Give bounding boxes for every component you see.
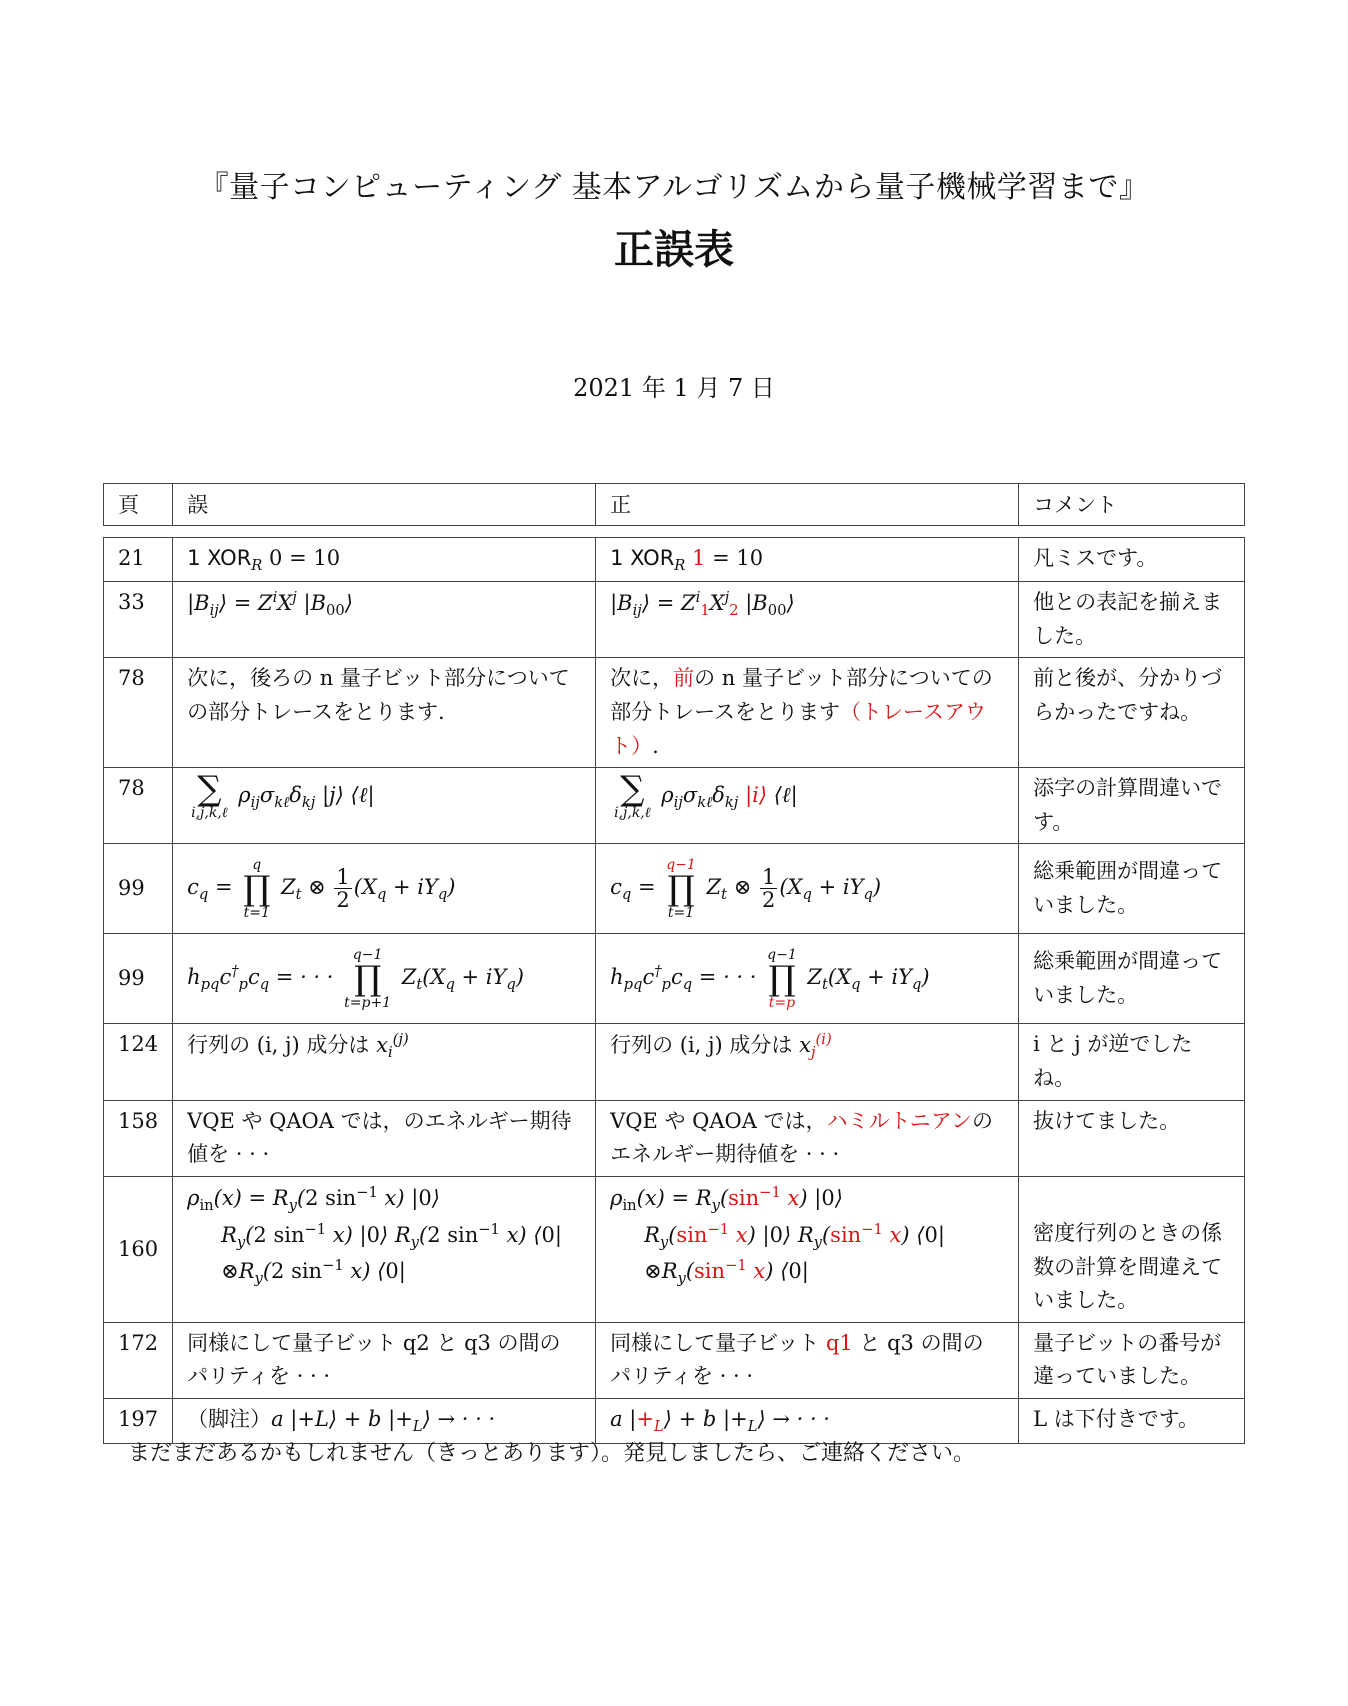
table-row — [103, 767, 1245, 843]
table-row — [103, 1176, 1245, 1322]
row-comment: 添字の計算間違いです。 — [1018, 767, 1245, 843]
table-row — [103, 537, 1245, 582]
row-wrong: $\rho_{in}(x) = R_y(2$ $\sin^{-1} x$) |0⟩ $R_y(2$ $\sin^{-1} x$) |0⟩ $R_y(2$ $\sin^{-1} x$) ⟨0| $\otimes R_y(2$ $\sin^{-1} x$) ⟨0| — [172, 1176, 595, 1322]
row-page: 78 — [103, 767, 172, 843]
row-right: 1 $XOR_R$ 1 = 10 — [595, 537, 1018, 582]
row-comment: 他との表記を揃えました。 — [1018, 581, 1245, 657]
row-comment: 量子ビットの番号が違っていました。 — [1018, 1322, 1245, 1398]
row-page: 33 — [103, 581, 172, 657]
table-header-row — [103, 483, 1245, 526]
table-row — [103, 1023, 1245, 1099]
row-right: 次に，前の n 量子ビット部分についての部分トレースをとります（トレースアウト）. — [595, 657, 1018, 767]
header-wrong: 誤 — [172, 483, 595, 526]
row-comment: 前と後が、分かりづらかったですね。 — [1018, 657, 1245, 767]
document-date: 2021 年 1 月 7 日 — [573, 374, 775, 402]
row-right: 同様にして量子ビット q1 と q3 の間のパリティを · · · — [595, 1322, 1018, 1398]
row-right: ∑ i,j,k,ℓ $\rho_{ij}\sigma_{k\ell}\delta_{kj}$ |i⟩ ⟨ℓ| — [595, 767, 1018, 843]
row-page: 197 — [103, 1398, 172, 1444]
row-wrong: $c_q$ = q ∏ t=1 $Z_t$ ⊗ $\frac{1}{2}$ $(X_q + iY_q)$ — [172, 843, 595, 933]
row-right: $|B_{ij}⟩ = Z^i_1X^j_2$ $|B_{00}⟩$ — [595, 581, 1018, 657]
document-footer: まだまだあるかもしれません（きっとあります）。発見しましたら、ご連絡ください。 — [128, 1441, 976, 1466]
row-comment: 密度行列のときの係数の計算を間違えていました。 — [1018, 1176, 1245, 1322]
row-comment: 総乗範囲が間違っていました。 — [1018, 843, 1245, 933]
row-page: 99 — [103, 843, 172, 933]
row-comment: 凡ミスです。 — [1018, 537, 1245, 582]
table-row — [103, 657, 1245, 767]
row-comment: i と j が逆でしたね。 — [1018, 1023, 1245, 1099]
row-wrong: （脚注）a |+L⟩ + b $|+_L⟩$ → · · · — [172, 1398, 595, 1444]
table-row — [103, 1322, 1245, 1398]
document-title: 『量子コンピューティング 基本アルゴリズムから量子機械学習まで』 — [198, 170, 1150, 205]
row-wrong: 1 $XOR_R$ 0 = 10 — [172, 537, 595, 582]
header-right: 正 — [595, 483, 1018, 526]
row-right: $c_q$ = q−1 ∏ t=1 $Z_t$ ⊗ $\frac{1}{2}$ $(X_q + iY_q)$ — [595, 843, 1018, 933]
row-page: 172 — [103, 1322, 172, 1398]
row-right: 行列の (i, j) 成分は $x_j^{(i)}$ — [595, 1023, 1018, 1099]
row-right: a $|+_L⟩ + b$ $|+_L⟩$ → · · · — [595, 1398, 1018, 1444]
row-wrong: ∑ i,j,k,ℓ $\rho_{ij}\sigma_{k\ell}\delta_{kj}$ |j⟩ ⟨ℓ| — [172, 767, 595, 843]
document-subtitle: 正誤表 — [614, 227, 734, 273]
row-page: 99 — [103, 933, 172, 1023]
row-right: $h_{pq}c^\dagger_pc_q$ = · · · q−1 ∏ t=p $Z_t(X_q + iY_q)$ — [595, 933, 1018, 1023]
row-right: $\rho_{in}(x) = R_y(\sin^{-1}$ x) |0⟩ $R_y(\sin^{-1}$ x) |0⟩ $R_y(\sin^{-1}$ x) ⟨0| $\otimes R_y(\sin^{-1}$ x) ⟨0| — [595, 1176, 1018, 1322]
row-page: 21 — [103, 537, 172, 582]
row-wrong: $|B_{ij}⟩ = Z^iX^j$ $|B_{00}⟩$ — [172, 581, 595, 657]
table-row — [103, 933, 1245, 1023]
row-wrong: VQE や QAOA では，のエネルギー期待値を · · · — [172, 1100, 595, 1176]
errata-table — [103, 483, 1245, 1444]
row-wrong: 次に，後ろの n 量子ビット部分についての部分トレースをとります. — [172, 657, 595, 767]
table-row — [103, 581, 1245, 657]
header-comment: コメント — [1018, 483, 1245, 526]
row-right: VQE や QAOA では，ハミルトニアンのエネルギー期待値を · · · — [595, 1100, 1018, 1176]
row-comment: L は下付きです。 — [1018, 1398, 1245, 1444]
row-wrong: $h_{pq}c^\dagger_pc_q$ = · · · q−1 ∏ t=p+1 $Z_t(X_q + iY_q)$ — [172, 933, 595, 1023]
row-wrong: 行列の (i, j) 成分は $x_i^{(j)}$ — [172, 1023, 595, 1099]
row-wrong: 同様にして量子ビット q2 と q3 の間のパリティを · · · — [172, 1322, 595, 1398]
header-page: 頁 — [103, 483, 172, 526]
row-page: 158 — [103, 1100, 172, 1176]
row-page: 78 — [103, 657, 172, 767]
table-row — [103, 1100, 1245, 1176]
row-page: 124 — [103, 1023, 172, 1099]
row-page: 160 — [103, 1176, 172, 1322]
row-comment: 総乗範囲が間違っていました。 — [1018, 933, 1245, 1023]
row-comment: 抜けてました。 — [1018, 1100, 1245, 1176]
table-row — [103, 843, 1245, 933]
